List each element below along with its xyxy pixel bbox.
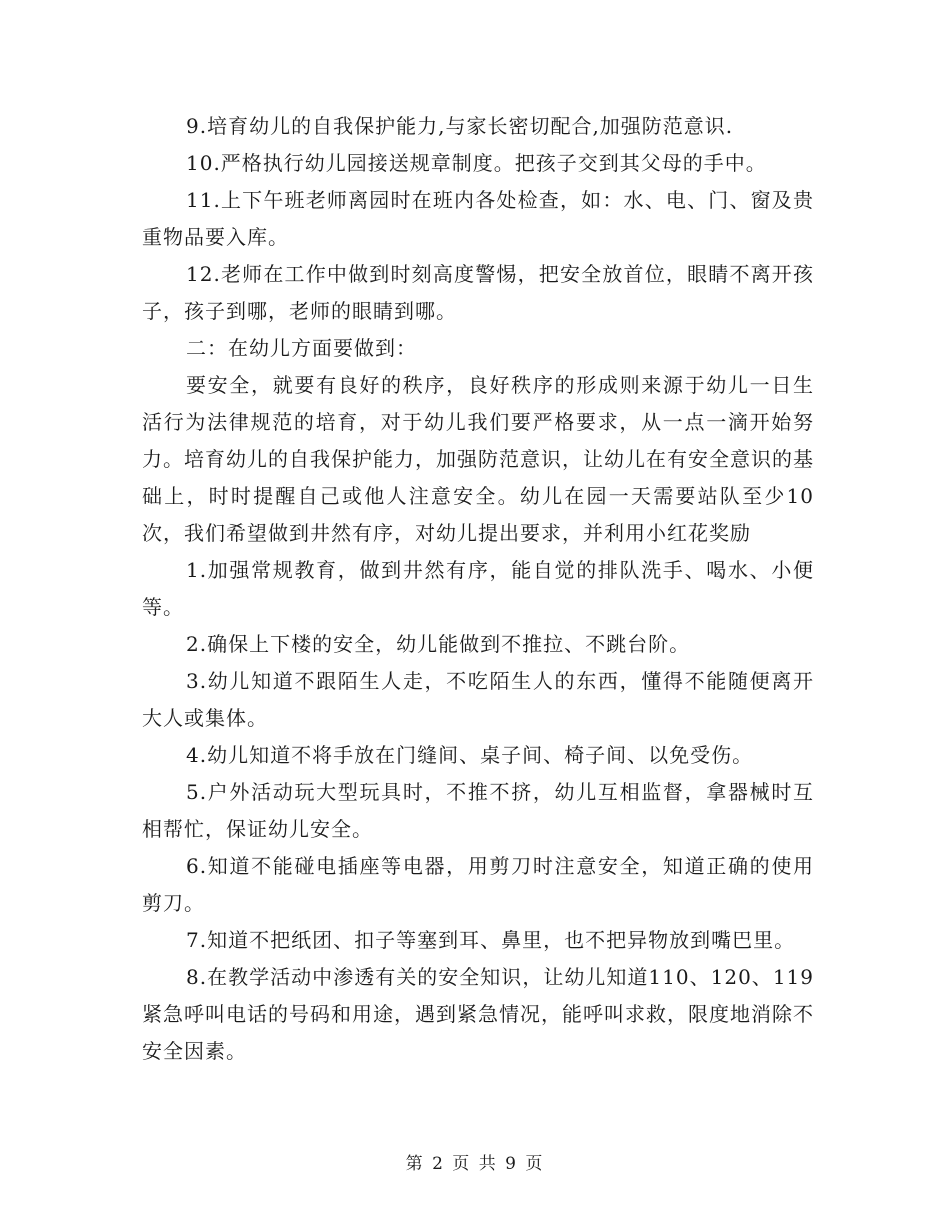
document-body: [142, 108, 814, 1070]
list-item: 1.加强常规教育，做到井然有序，能自觉的排队洗手、喝水、小便等。: [142, 558, 814, 619]
list-item: 8.在教学活动中渗透有关的安全知识，让幼儿知道110、120、119紧急呼叫电话的号码和用途，遇到紧急情况，能呼叫求救，限度地消除不安全因素。: [142, 965, 814, 1063]
list-item: 6.知道不能碰电插座等电器，用剪刀时注意安全，知道正确的使用剪刀。: [142, 854, 814, 915]
section-heading: 二：在幼儿方面要做到：: [186, 336, 417, 360]
paragraph: 要安全，就要有良好的秩序，良好秩序的形成则来源于幼儿一日生活行为法律规范的培育，对于幼儿我们要严格要求，从一点一滴开始努力。培育幼儿的自我保护能力，加强防范意识，让幼儿在有安全意识的基础上，时时提醒自己或他人注意安全。幼儿在园一天需要站队至少10次，我们希望做到井然有序，对幼儿提出要求，并利用小红花奖励: [142, 373, 814, 545]
list-item: 3.幼儿知道不跟陌生人走，不吃陌生人的东西，懂得不能随便离开大人或集体。: [142, 669, 814, 730]
paragraph: 11.上下午班老师离园时在班内各处检查，如：水、电、门、窗及贵重物品要入库。: [142, 188, 814, 249]
list-item: 2.确保上下楼的安全，幼儿能做到不推拉、不跳台阶。: [186, 632, 691, 656]
paragraph: 12.老师在工作中做到时刻高度警惕，把安全放首位，眼睛不离开孩子，孩子到哪，老师的眼睛到哪。: [142, 262, 814, 323]
paragraph: 10.严格执行幼儿园接送规章制度。把孩子交到其父母的手中。: [186, 151, 767, 175]
list-item: 5.户外活动玩大型玩具时，不推不挤，幼儿互相监督，拿器械时互相帮忙，保证幼儿安全。: [142, 780, 814, 841]
paragraph: 9.培育幼儿的自我保护能力,与家长密切配合,加强防范意识.: [186, 114, 734, 138]
page-number-footer: 第 2 页 共 9 页: [405, 1154, 545, 1174]
list-item: 7.知道不把纸团、扣子等塞到耳、鼻里，也不把异物放到嘴巴里。: [186, 928, 796, 952]
list-item: 4.幼儿知道不将手放在门缝间、桌子间、椅子间、以免受伤。: [186, 743, 754, 767]
